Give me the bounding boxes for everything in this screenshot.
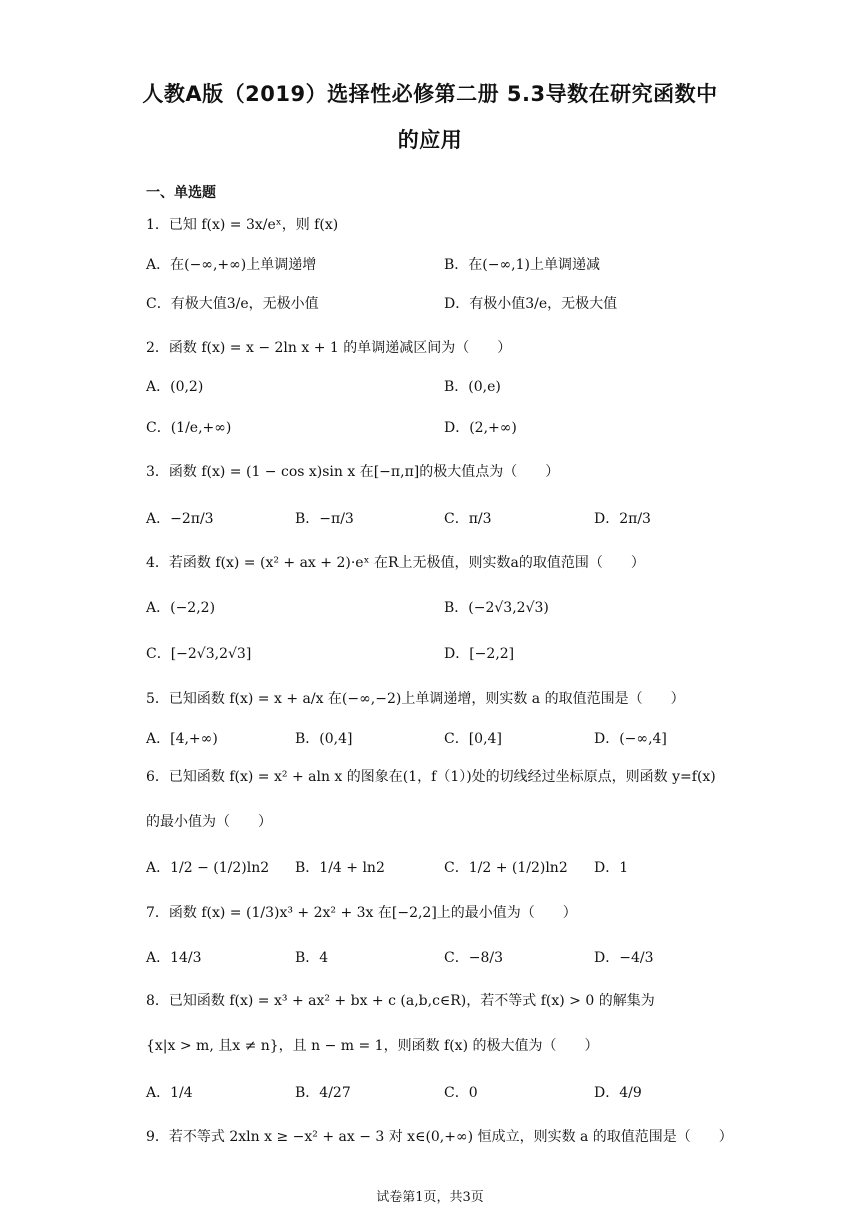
question-8-option-c: C．0: [444, 1085, 478, 1101]
question-2-option-d: D．(2,+∞): [444, 420, 517, 436]
question-5-stem: 5．已知函数 f(x) = x + a/x 在(−∞,−2)上单调递增，则实数 a 的取值范围是（ ）: [146, 691, 685, 707]
question-9-stem: 9．若不等式 2xln x ≥ −x² + ax − 3 对 x∈(0,+∞) 恒成立，则实数 a 的取值范围是（ ）: [146, 1129, 733, 1145]
question-6-stem-line-2: 的最小值为（ ）: [146, 814, 272, 830]
question-4-stem: 4．若函数 f(x) = (x² + ax + 2)·eˣ 在R上无极值，则实数a的取值范围（ ）: [146, 555, 645, 571]
question-4-option-b: B．(−2√3,2√3): [444, 600, 549, 616]
question-4-option-d: D．[−2,2]: [444, 646, 515, 662]
question-1-option-c: C．有极大值3/e，无极小值: [146, 296, 319, 312]
question-8-option-d: D．4/9: [594, 1085, 642, 1101]
question-8-option-a: A．1/4: [146, 1085, 193, 1101]
question-3-option-b: B．−π/3: [295, 511, 354, 527]
question-5-option-d: D．(−∞,4]: [594, 731, 667, 747]
question-7-option-d: D．−4/3: [594, 950, 654, 966]
question-7-option-c: C．−8/3: [444, 950, 503, 966]
question-6-option-d: D．1: [594, 860, 629, 876]
question-4-option-c: C．[−2√3,2√3]: [146, 646, 252, 662]
question-3-option-c: C．π/3: [444, 511, 492, 527]
question-2-option-b: B．(0,e): [444, 379, 501, 395]
question-2-stem: 2．函数 f(x) = x − 2ln x + 1 的单调递减区间为（ ）: [146, 340, 512, 356]
question-1-stem: 1．已知 f(x) = 3x/eˣ，则 f(x): [146, 217, 339, 233]
question-7-stem: 7．函数 f(x) = (1/3)x³ + 2x² + 3x 在[−2,2]上的最小值为（ ）: [146, 905, 577, 921]
question-2-option-a: A．(0,2): [146, 379, 204, 395]
question-5-option-b: B．(0,4]: [295, 731, 353, 747]
question-7-option-b: B．4: [295, 950, 329, 966]
question-6-stem: 6．已知函数 f(x) = x² + aln x 的图象在(1，f（1）)处的切线经过坐标原点，则函数 y=f(x): [146, 769, 716, 785]
question-8-stem: 8．已知函数 f(x) = x³ + ax² + bx + c (a,b,c∈R)，若不等式 f(x) > 0 的解集为: [146, 993, 655, 1009]
section-heading: 一、单选题: [146, 185, 216, 201]
question-6-option-b: B．1/4 + ln2: [295, 860, 385, 876]
title-line-1: 人教A版（2019）选择性必修第二册 5.3导数在研究函数中: [142, 82, 718, 106]
question-8-stem-line-2: {x|x > m, 且x ≠ n}，且 n − m = 1，则函数 f(x) 的极大值为（ ）: [146, 1038, 599, 1054]
question-3-stem: 3．函数 f(x) = (1 − cos x)sin x 在[−π,π]的极大值点为（ ）: [146, 464, 560, 480]
question-2-option-c: C．(1/e,+∞): [146, 420, 232, 436]
question-3-option-a: A．−2π/3: [146, 511, 214, 527]
question-4-option-a: A．(−2,2): [146, 600, 216, 616]
question-1-option-b: B．在(−∞,1)上单调递减: [444, 257, 600, 273]
page-footer: 试卷第1页，共3页: [376, 1190, 484, 1205]
question-8-option-b: B．4/27: [295, 1085, 351, 1101]
question-5-option-a: A．[4,+∞): [146, 731, 218, 747]
title-line-2: 的应用: [397, 128, 463, 152]
question-6-option-c: C．1/2 + (1/2)ln2: [444, 860, 568, 876]
question-3-option-d: D．2π/3: [594, 511, 651, 527]
question-7-option-a: A．14/3: [146, 950, 202, 966]
question-6-option-a: A．1/2 − (1/2)ln2: [146, 860, 270, 876]
question-1-option-d: D．有极小值3/e，无极大值: [444, 296, 618, 312]
question-5-option-c: C．[0,4]: [444, 731, 502, 747]
question-1-option-a: A．在(−∞,+∞)上单调递增: [146, 257, 317, 273]
